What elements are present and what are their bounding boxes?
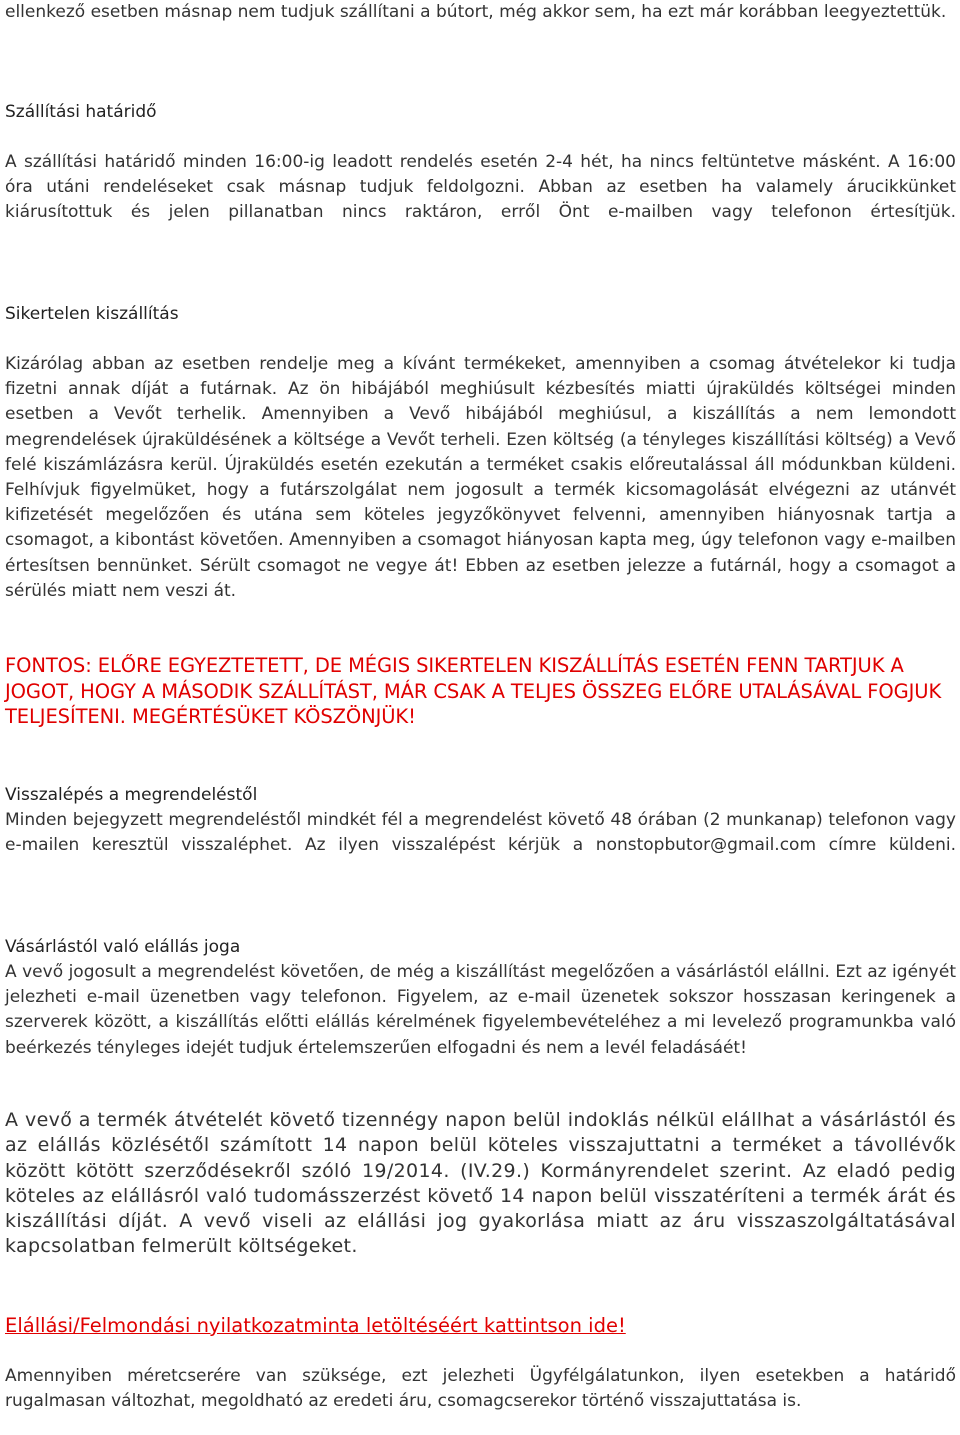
section-body-elallas-joga <box>5 960 956 1061</box>
section-body-visszalepes <box>5 808 956 858</box>
intro-paragraph-end <box>5 0 956 25</box>
szallitasi-hatarido-text: A szállítási határidő minden 16:00-ig leadott rendelés esetén 2-4 hét, ha nincs feltüntetve másként. A 16:00 óra utáni rendeléseket csak másnap tudjuk feldolgozni. Abban az esetben ha valamely árucikkünket kiárusítottuk és jelen pillanatban nincs raktáron, erről Önt e-mailben vagy telefonon értesítjük. <box>5 152 956 223</box>
section-heading-visszalepes: Visszalépés a megrendeléstől <box>5 785 258 805</box>
intro-text: ellenkező esetben másnap nem tudjuk szállítani a bútort, még akkor sem, ha ezt már korábban leegyeztettük. <box>5 2 947 22</box>
section-heading-elallas-joga: Vásárlástól való elállás joga <box>5 937 241 957</box>
elallas-joga-text: A vevő jogosult a megrendelést követően, de még a kiszállítást megelőzően a vásárlástól elállni. Ezt az igényét jelezheti e-mail üzenetben vagy telefonon. Figyelem, az e-mail üzenetek sokszor hosszasan keringenek a szerverek között, a kiszállítás előtti elállás kérelmének figyelembevételéhez a mi levelező programunkba való beérkezés tényleges idejét tudjuk értelemszerűen elfogadni és nem a levél feladásáét! <box>5 962 956 1058</box>
meretcsere-text: Amennyiben méretcserére van szüksége, ezt jelezheti Ügyfélgálatunkon, ilyen esetekben a határidő rugalmasan változhat, megoldható az eredeti áru, csomagcserekor történő visszajuttatása is. <box>5 1366 956 1412</box>
visszalepes-text: Minden bejegyzett megrendeléstől mindkét fél a megrendelést követő 48 órában (2 munkanap) telefonon vagy e-mailen keresztül visszaléphet. Az ilyen visszalépést kérjük a nonstopbutor@gmail.com címre küldeni. <box>5 810 956 856</box>
tizennegy-nap-paragraph <box>5 1108 956 1260</box>
tizennegy-nap-text: A vevő a termék átvételét követő tizennégy napon belül indoklás nélkül elállhat a vásárlástól és az elállás közlésétől számított 14 napon belül köteles visszajuttatni a terméket a távollévők között kötött szerződésekről szóló 19/2014. (IV.29.) Kormányrendelet szerint. Az eladó pedig köteles az elállásról való tudomásszerzést követő 14 napon belül visszatéríteni a termék árát és kiszállítási díját. A vevő viseli az elállási jog gyakorlása miatt az áru visszaszolgáltatásával kapcsolatban felmerült költségeket. <box>5 1109 956 1258</box>
section-body-sikertelen-kiszallitas <box>5 352 956 604</box>
meretcsere-paragraph <box>5 1364 956 1414</box>
nyilatkozatminta-link-wrap <box>5 1313 956 1340</box>
section-heading-sikertelen-kiszallitas: Sikertelen kiszállítás <box>5 304 179 324</box>
sikertelen-kiszallitas-text: Kizárólag abban az esetben rendelje meg a kívánt termékeket, amennyiben a csomag átvételekor ki tudja fizetni annak díját a futárnak. Az ön hibájából meghiúsult kézbesítés miatti újraküldés költségei minden esetben a Vevőt terhelik. Amennyiben a Vevő hibájából meghiúsul, a kiszállítás a nem lemondott megrendelések újraküldésének a költsége a Vevőt terheli. Ezen költség (a tényleges kiszállítási költség) a Vevő felé kiszámlázásra kerül. Újraküldés esetén ezekután a terméket csakis előreutalással áll módunkban küldeni. Felhívjuk figyelmüket, hogy a futárszolgálat nem jogosult a termék kicsomagolását elvégezni az utánvét kifizetését megelőzően és utána sem köteles jegyzőkönyvet felvenni, amennyiben hiányosnak tartja a csomagot, a kibontást követően. Amennyiben a csomagot hiányosan kapta meg, úgy telefonon vagy e-mailben értesítsen bennünket. Sérült csomagot ne vegye át! Ebben az esetben jelezze a futárnál, hogy a csomagot a sérülés miatt nem veszi át. <box>5 354 956 601</box>
section-body-szallitasi-hatarido <box>5 150 956 226</box>
nyilatkozatminta-download-link[interactable]: Elállási/Felmondási nyilatkozatminta letöltéséért kattintson ide! <box>5 1314 626 1337</box>
fontos-warning: FONTOS: ELŐRE EGYEZTETETT, DE MÉGIS SIKERTELEN KISZÁLLÍTÁS ESETÉN FENN TARTJUK A JOGOT, HOGY A MÁSODIK SZÁLLÍTÁST, MÁR CSAK A TELJES ÖSSZEG ELŐRE UTALÁSÁVAL FOGJUK TELJESÍTENI. MEGÉRTÉSÜKET KÖSZÖNJÜK! <box>5 654 942 729</box>
section-heading-szallitasi-hatarido: Szállítási határidő <box>5 102 157 122</box>
